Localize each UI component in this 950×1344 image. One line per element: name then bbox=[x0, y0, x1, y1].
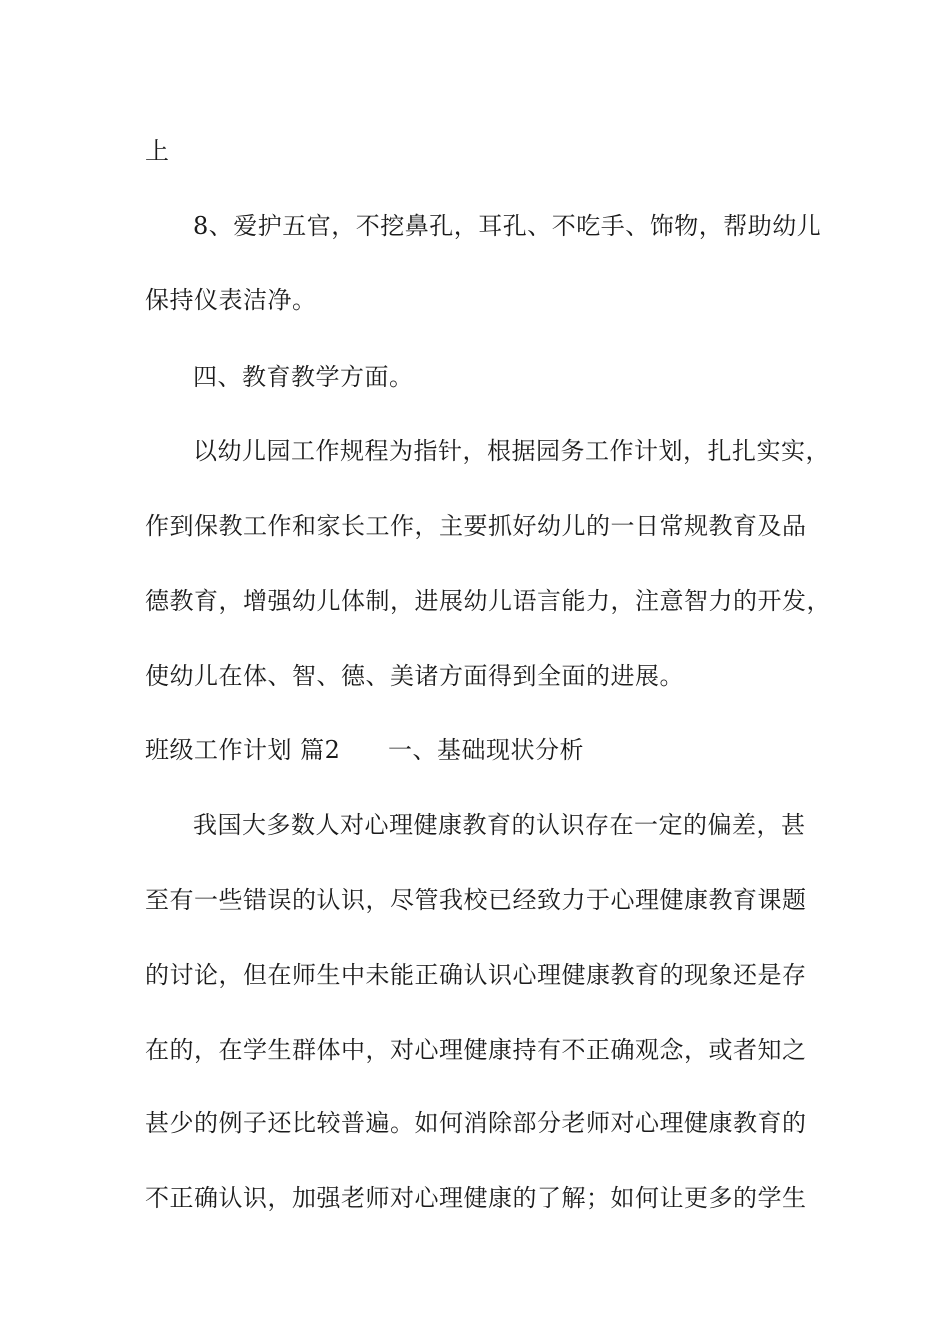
text-line: 的讨论，但在师生中未能正确认识心理健康教育的现象还是存 bbox=[145, 961, 807, 989]
text-line: 作到保教工作和家长工作，主要抓好幼儿的一日常规教育及品 bbox=[145, 512, 807, 540]
text-line: 上 bbox=[145, 137, 170, 165]
text-line: 我国大多数人对心理健康教育的认识存在一定的偏差，甚 bbox=[193, 811, 806, 839]
text-line: 8、爱护五官，不挖鼻孔，耳孔、不吃手、饰物，帮助幼儿 bbox=[193, 212, 822, 240]
text-line: 德教育，增强幼儿体制，进展幼儿语言能力，注意智力的开发， bbox=[145, 587, 831, 615]
text-line: 使幼儿在体、智、德、美诸方面得到全面的进展。 bbox=[145, 662, 684, 690]
section-heading-four: 四、教育教学方面。 bbox=[193, 363, 414, 391]
text-line: 以幼儿园工作规程为指针，根据园务工作计划，扎扎实实， bbox=[193, 437, 830, 465]
text-line: 保持仪表洁净。 bbox=[145, 286, 317, 314]
text-line: 甚少的例子还比较普遍。如何消除部分老师对心理健康教育的 bbox=[145, 1109, 807, 1137]
plan-title: 班级工作计划 篇2 bbox=[145, 736, 341, 764]
plan-subtitle: 一、基础现状分析 bbox=[388, 736, 584, 764]
text-line: 不正确认识，加强老师对心理健康的了解；如何让更多的学生 bbox=[145, 1184, 807, 1212]
text-line: 至有一些错误的认识，尽管我校已经致力于心理健康教育课题 bbox=[145, 886, 807, 914]
text-line: 在的，在学生群体中，对心理健康持有不正确观念，或者知之 bbox=[145, 1036, 807, 1064]
